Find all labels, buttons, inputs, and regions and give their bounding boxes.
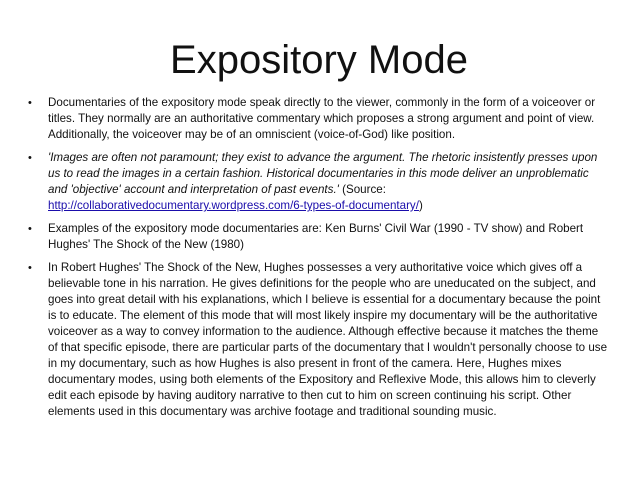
bullet-item — [28, 221, 608, 253]
bullet-quote: 'Images are often not paramount; they exist to advance the argument. The rhetoric insistently presses upon us to read the images in a certain fashion. Historical documentaries in this mode deliver an unproblematic and 'objective' account and interpretation of past events.' — [48, 151, 598, 196]
bullet-text: In Robert Hughes' The Shock of the New, Hughes possesses a very authoritative voice which gives off a believable tone in his narration. He gives definitions for the people who are uneducated on the subject, and goes into great detail with his explanations, which I believe is essential for a documentary because the point is to educate. The element of this mode that will most likely inspire my documentary will be the authoritative voiceover as a way to convey information to the audience. Although effective because it matches the theme of that specific episode, there are particular parts of the documentary that I wouldn't personally choose to use in my documentary, such as how Hughes is also present in front of the camera. Here, Hughes mixes documentary modes, using both elements of the Expository and Reflexive Mode, this allows him to cleverly edit each episode by having auditory narrative to then cut to him on screen continuing his script. Other elements used in this documentary was archive footage and traditional sounding music. — [48, 261, 608, 418]
bullet-text: Documentaries of the expository mode speak directly to the viewer, commonly in the form of a voiceover or titles. They normally are an authoritative commentary which proposes a strong argument and point of view. Additionally, the voiceover may be of an omniscient (voice-of-God) like position. — [48, 96, 596, 141]
bullet-text: Examples of the expository mode documentaries are: Ken Burns' Civil War (1990 - TV show) and Robert Hughes' The Shock of the New (1980) — [48, 222, 584, 251]
bullet-marker: • — [28, 152, 32, 164]
bullet-marker: • — [28, 223, 32, 235]
source-link[interactable]: http://collaborativedocumentary.wordpress.com/6-types-of-documentary/ — [48, 199, 419, 212]
bullet-list — [28, 95, 608, 427]
source-suffix: ) — [418, 199, 423, 212]
source-prefix: (Source: — [338, 183, 386, 196]
slide-title: Expository Mode — [170, 38, 468, 82]
bullet-item — [28, 95, 608, 143]
bullet-item — [28, 260, 608, 420]
bullet-marker: • — [28, 97, 32, 109]
bullet-marker: • — [28, 262, 32, 274]
bullet-item — [28, 150, 608, 214]
